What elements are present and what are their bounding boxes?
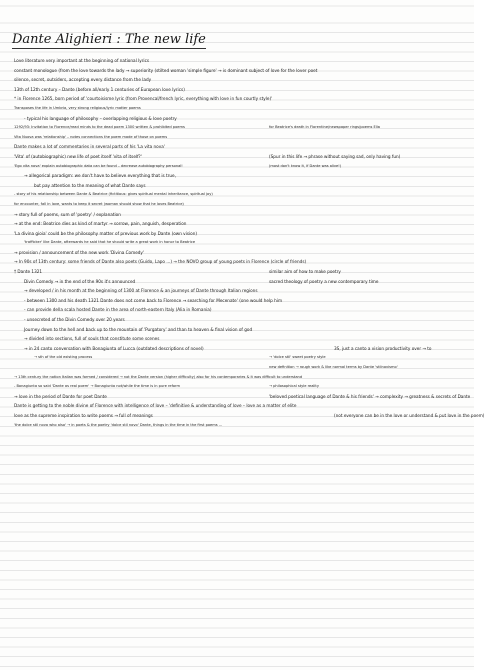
note-line: [14, 85, 468, 95]
note-text: Love literature very important at the beginning of national lyrics: [14, 58, 150, 63]
note-side-text: sacred theology of poetry a new contemporary time: [269, 278, 379, 284]
note-text: * in Florence 1265, born period of 'courtoisisme lyric (from Provencal/french lyric, everything with love in fun courtly style)': [14, 96, 273, 102]
note-line: [14, 248, 468, 258]
note-line: [14, 257, 468, 267]
note-text: → developed / in his month at the beginning of 1300 at Florence & an journeys of Dante through Italian regions: [24, 288, 258, 294]
note-text: - typical his language of philosophy – overlapping religious & love poetry: [24, 115, 177, 121]
note-text: → in 24 canto conversation with Bonagiunta of Lucca (outdated descriptions of novel): [24, 345, 204, 351]
note-line: [14, 421, 468, 431]
note-line: [14, 315, 468, 325]
note-line: [14, 104, 468, 114]
note-side-text: 'beloved poetical language of Dante & his friends' → complexity → greatness & secrets of Dante: [269, 393, 471, 399]
note-line: [14, 75, 468, 85]
note-text: but pay attention to the meaning of what Dante says: [34, 182, 146, 188]
note-text: → story full of poems, sum of 'poetry' / explanation: [14, 211, 121, 217]
note-text: → divided into sections, full of souls that constitute some scenes: [24, 336, 160, 342]
note-line: [14, 142, 468, 152]
note-line: [14, 325, 468, 335]
note-line: [14, 267, 468, 277]
note-side-text: 3S, just a canto a vision productivity over → to: [334, 345, 432, 351]
note-text: - can provide della scala hosted Dante in the area of north-eastern Italy (Alia in Romania): [24, 307, 212, 313]
note-line: [14, 401, 468, 411]
note-text: - Bonagiunta so said 'Dante as real poem' → Bonagiunta not/while the time is in pure reform: [14, 384, 180, 389]
note-text: → In 90s of 13th century: some friends of Dante also poets (Guido, Lapo ...) → the NOVO group of young poets in Florence (circle of friends): [14, 259, 307, 265]
note-line: [14, 123, 468, 133]
note-line: [14, 219, 468, 229]
note-text: constant monologue (from the love towards the lady → superiority (stilted woman 'simple figure' → is dominant subject of love for the lover poet: [14, 67, 318, 73]
note-line: [14, 238, 468, 248]
note-line: [14, 286, 468, 296]
note-line: [14, 162, 468, 172]
note-line: [14, 392, 471, 402]
note-text: Vita Nuova was 'relationship' – notes connections the poem made of those on poems: [14, 134, 168, 139]
note-text: 'La divina gioia' could be the philosophy matter of previous work by Dante (own vision): [14, 230, 198, 236]
note-line: [14, 171, 468, 181]
note-text: → 13th century the notion Italian was formed / considered → not the Dante version (higher difficulty) also for his contemporaries & it was difficult to understand: [14, 374, 303, 379]
note-text: - unsecreted of the Divin Comedy over 20 years: [24, 317, 125, 323]
note-side-text: (Spur in this life → phrase without saying sad, only having fun): [269, 153, 401, 159]
note-side-text: (not everyone can be in the love or understand & put love in the poem): [334, 412, 484, 418]
note-line: [14, 334, 468, 344]
note-line: [14, 56, 468, 66]
note-line: [14, 296, 468, 306]
note-text: → love in the period of Dante for poet Dante: [14, 393, 107, 399]
note-line: [14, 373, 468, 383]
note-text: silence, secret, outsiders, accepting every distance from the lady: [14, 77, 152, 83]
note-line: [14, 363, 468, 373]
note-line: [14, 210, 468, 220]
note-line: [14, 382, 468, 392]
note-text: 'Ego vita nova' explain autobiographic data can be found – decrease autobiography personal!: [14, 163, 183, 168]
note-text: 13th of 12th century – Dante (before all/early 1 centuries of European love lyrics): [14, 86, 185, 92]
note-text: 'Vita' of (autobiographic) new life of poet itself 'vita of itself?': [14, 153, 142, 159]
note-side-text: similar aim of how to make poetry: [269, 269, 341, 275]
notes-body: [14, 56, 484, 430]
note-side-text: → 'dolce stil' sweet poetry style: [269, 355, 326, 360]
note-text: → provision / announcement of the new work 'Divina Comedy': [14, 249, 145, 255]
page-title: Dante Alighieri : The new life: [12, 32, 206, 47]
note-text: → sth of the old existing process: [34, 355, 93, 360]
note-side-text: new definition → rough work & like normal terms by Dante 'stilnovismo': [269, 365, 398, 369]
note-line: [14, 114, 468, 124]
note-line: [14, 411, 484, 421]
note-side-text: → philosophical style reality: [269, 384, 319, 389]
note-line: [14, 305, 468, 315]
note-text: 'trafficker' like Dante, afterwards he said that he should write a great work in honor to Beatrice: [24, 240, 196, 245]
note-text: Dante is getting to the noble divine of Florence with intelligence of love – 'definitive & understanding of love – love as a matter of elite: [14, 403, 297, 409]
note-line: [14, 190, 468, 200]
note-side-text: (most don't know it, if Dante was alive!): [269, 163, 342, 168]
note-text: for encounter, fall in love, wants to keep it secret (woman should show that he loves Beatrice): [14, 201, 184, 206]
note-text: → allegorical paradigm: we don't have to believe everything that is true,: [24, 173, 176, 179]
note-line: [14, 94, 468, 104]
note-line: [14, 277, 468, 287]
note-line: [14, 200, 468, 210]
note-text: Divin Comedy → in the end of the 90s it's announced: [24, 278, 136, 284]
note-side-text: for Beatrice's death in Florentine/newspaper rings/poems Elia: [269, 125, 380, 130]
note-text: 'the dolce stil novo who also' → in poets & the poetry 'dolce stil novo' Dante, things in the time in the first poems ...: [14, 422, 223, 427]
note-text: love as the supreme inspiration to write poems → full of meanings: [14, 412, 153, 418]
note-text: Journey down to the hell and back up to the mountain of 'Purgatory' and than to heaven & final vision of god: [24, 326, 253, 332]
note-line: [14, 66, 468, 76]
note-line: [14, 353, 468, 363]
note-text: - story of his relationship between Dante & Beatrice (fictitious: gives spiritual mental inheritance, spiritual joy): [14, 192, 213, 197]
note-text: - between 1300 and his death 1321 Dante does not come back to Florence → searching for Mecenate' (one would help him: [24, 297, 283, 303]
note-line: [14, 133, 468, 143]
note-text: Transposes the life in Umbria, very strong religious/lyric matter poems: [14, 105, 141, 110]
note-text: 1292/93: Invitation to Florence/read minds to the dead poem 1300 written & prohibited poems: [14, 125, 185, 130]
note-text: † Dante 1321: [14, 269, 43, 275]
note-line: [14, 229, 468, 239]
note-line: [14, 181, 468, 191]
note-text: → at the end: Beatrice dies as kind of martyr → sorrow, pain, anguish, desperation: [14, 221, 187, 227]
note-text: Dante makes a lot of commentaries in several parts of his 'La vita nova': [14, 144, 165, 150]
note-line: [14, 344, 468, 354]
note-line: [14, 152, 468, 162]
